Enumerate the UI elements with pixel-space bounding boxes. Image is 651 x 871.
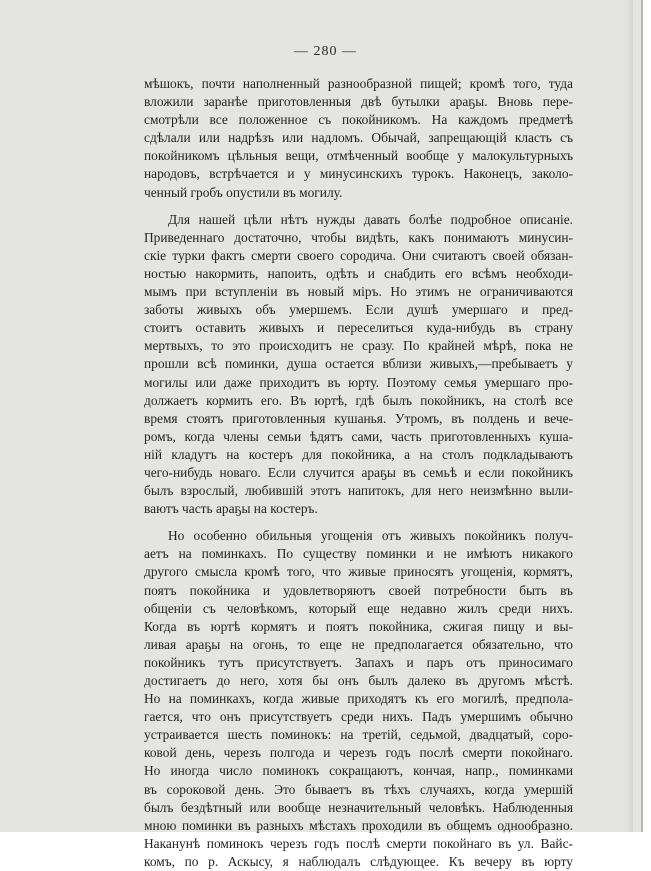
text-line: устраивается шесть поминокъ: на третій, седьмой, двадцатый, соро- <box>144 727 573 743</box>
text-line: должаетъ кормить его. Въ юртѣ, гдѣ былъ покойникъ, на столѣ все <box>144 392 573 408</box>
paragraph-1 <box>144 75 573 202</box>
text-line: время стоятъ приготовленныя кушанья. Утромъ, въ полдень и вече- <box>144 410 573 426</box>
page-number: — 280 — <box>294 44 357 59</box>
text-line: ваютъ часть араҕы на костеръ. <box>144 501 318 517</box>
text-line: покойникъ тутъ присутствуетъ. Запахъ и паръ отъ приносимаго <box>144 654 573 670</box>
text-line: мною поминки въ разныхъ мѣстахъ проходили въ общемъ однообразно. <box>144 817 573 833</box>
text-line: стоитъ оставить живыхъ и переселиться куда-нибудь въ страну <box>144 320 573 336</box>
text-line: аетъ на поминкахъ. По существу поминки и не имѣютъ никакого <box>144 546 573 562</box>
paragraph-3 <box>144 527 573 871</box>
text-line: былъ бездѣтный или вообще незначительный человѣкъ. Наблюденныя <box>144 799 573 815</box>
text-line: мымъ при вступленіи въ новый міръ. Но этимъ не ограничиваются <box>144 284 573 300</box>
text-line: Но на поминкахъ, когда живые приходятъ къ его могилѣ, предпола- <box>144 691 573 707</box>
text-line: мертвыхъ, то это происходитъ не сразу. По крайней мѣрѣ, пока не <box>144 338 573 354</box>
paragraph-2 <box>144 211 573 519</box>
page-edge-shadow <box>627 0 633 832</box>
text-line: былъ взрослый, любившій этотъ напитокъ, для него неизмѣнно выли- <box>144 483 573 499</box>
text-line: ченный гробъ опустили въ могилу. <box>144 184 343 200</box>
text-line: поятъ покойника и удовлетворяютъ своей потребности быть въ <box>144 582 573 598</box>
text-line: ливая араҕы на огонь, то еще не предполагается обязательно, что <box>144 636 573 652</box>
text-line: покойникомъ цѣльныя вещи, отмѣченный вообще у малокультурныхъ <box>144 148 573 164</box>
text-line: ковой день, черезъ полгода и черезъ годъ послѣ смерти покойнаго. <box>144 745 573 761</box>
text-line: гается, что онъ присутствуетъ среди нихъ. Падъ умершимъ обычно <box>144 709 573 725</box>
text-line: Но особенно обильныя угощенія отъ живыхъ покойникъ получ- <box>168 528 573 544</box>
text-line: ностью накормить, напоить, одѣть и снабдить его всѣмъ необходи- <box>144 265 573 281</box>
text-line: ній кладутъ на костеръ для покойника, а на столъ подкладываютъ <box>144 446 573 462</box>
text-line: народовъ, встрѣчается и у минусинскихъ турокъ. Наконецъ, заколо- <box>144 166 573 182</box>
text-line: могилы или даже приходитъ въ юрту. Поэтому семья умершаго про- <box>144 374 573 390</box>
text-line: мѣшокъ, почти наполненный разнообразной пищей; кромѣ того, туда <box>144 76 573 91</box>
text-line: заботы живыхъ объ умершемъ. Если душѣ умершаго и пред- <box>144 302 573 318</box>
text-line: въ сороковой день. Это бываетъ въ тѣхъ случаяхъ, когда умершій <box>144 781 573 797</box>
text-line: вложили заранѣе приготовленныя двѣ бутылки араҕы. Вновь пере- <box>144 94 573 110</box>
text-line: сдѣлали или надрѣзъ или надломъ. Обычай, запрещающій класть съ <box>144 130 573 146</box>
text-line: Наканунѣ поминокъ черезъ годъ послѣ смерти покойнаго въ ул. Вайс- <box>144 835 573 851</box>
text-line: комъ, по р. Аскысу, я наблюдалъ слѣдующее. Къ вечеру въ юрту <box>144 853 573 869</box>
page-text <box>144 75 573 871</box>
text-line: Приведеннаго достаточно, чтобы видѣть, какъ понимаютъ минусин- <box>144 229 573 245</box>
text-line: прошли всѣ поминки, душа остается вблизи живыхъ,—пребываетъ у <box>144 356 573 372</box>
text-line: Для нашей цѣли нѣтъ нужды давать болѣе подробное описаніе. <box>168 211 573 227</box>
text-line: ромъ, когда члены семьи ѣдятъ сами, часть приготовленныхъ куша- <box>144 428 573 444</box>
text-line: другого смысла кромѣ того, что живые приносятъ угощенія, кормятъ, <box>144 564 573 580</box>
text-line: Когда въ юртѣ кормятъ и поятъ покойника, сжигая пищу и вы- <box>144 618 573 634</box>
text-line: достигаетъ до него, хотя бы онъ былъ далеко въ другомъ мѣстѣ. <box>144 673 573 688</box>
text-line: скіе турки фактъ смерти своего сородича. Они считаютъ своей обязан- <box>144 247 573 263</box>
text-line: общеніи съ человѣкомъ, который еще недавно жилъ среди нихъ. <box>144 600 573 616</box>
text-line: чего-нибудь новаго. Если случится араҕы въ семьѣ и если покойникъ <box>144 464 573 480</box>
text-line: Но иногда число поминокъ сокращаютъ, кончая, напр., поминками <box>144 763 573 779</box>
text-line: смотрѣли все положенное съ покойникомъ. На каждомъ предметѣ <box>144 112 573 128</box>
